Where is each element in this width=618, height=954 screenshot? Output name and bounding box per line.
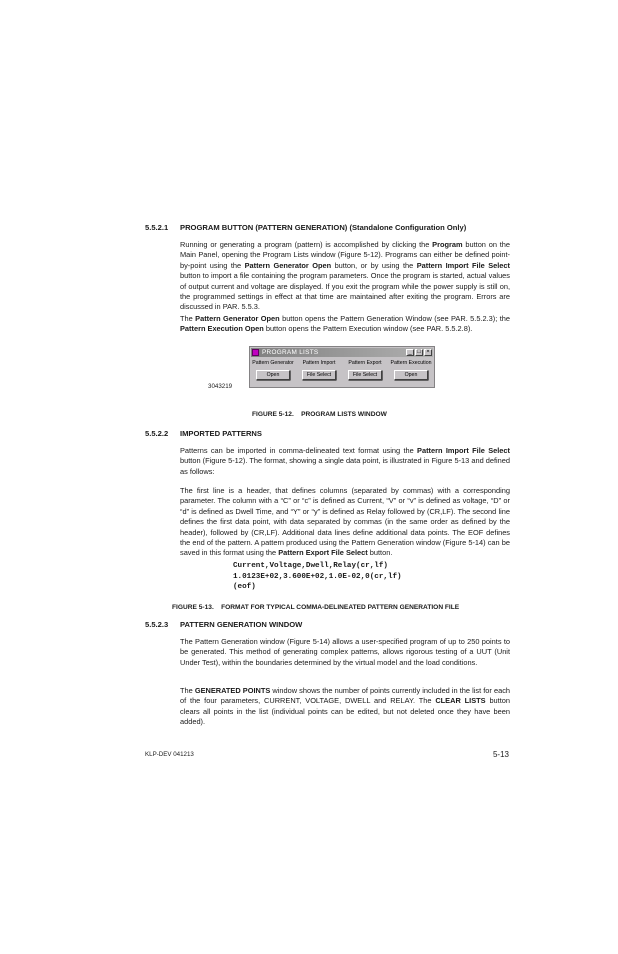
group-pattern-generator	[250, 360, 296, 380]
paragraph-5522-2	[180, 486, 510, 559]
figure-id-code: 3043219	[208, 383, 233, 390]
group-pattern-execution	[388, 360, 434, 380]
paragraph-5523-2	[180, 686, 510, 728]
text-run: button (Figure 5-12). The format, showing a single data point, is illustrated in Figure 5-13 and defined as follows:	[180, 456, 510, 476]
text-run: The	[180, 314, 196, 323]
figure-caption-5-13: FIGURE 5-13. FORMAT FOR TYPICAL COMMA-DELINEATED PATTERN GENERATION FILE	[172, 604, 460, 611]
code-line-3: (eof)	[233, 583, 256, 591]
section-number-5521: 5.5.2.1	[145, 223, 169, 232]
app-icon	[252, 349, 259, 356]
code-line-2: 1.0123E+02,3.600E+02,1.0E-02,0(cr,lf)	[233, 573, 402, 581]
group-pattern-export	[342, 360, 388, 380]
section-number-5523: 5.5.2.3	[145, 620, 169, 629]
program-lists-window	[249, 346, 435, 388]
window-title-bar[interactable]	[251, 348, 433, 357]
section-title-5521: PROGRAM BUTTON (PATTERN GENERATION) (Standalone Configuration Only)	[180, 223, 467, 232]
text-run: button clears all points in the list (individual points can be edited, but not deleted once they have been added).	[180, 696, 510, 727]
text-run: The first line is a header, that defines columns (separated by commas) with a corresponding parameter. The column with a “C” or “c” is defined as Current, “V” or “v” is defined as voltage, “D” or “d” is defined as Dwell Time, and “Y” or “y” is defined as Relay followed by (CR,LF). The second line defines the first data point, with data separated by commas (in the same order as defined by the header), followed by (CR,LF). Additional data lines define additional data points. The EOF defines the end of the pattern. A pattern produced using the Pattern Generation window (Figure 5-14) can be saved in this format using the	[180, 486, 510, 558]
bold-term: Pattern Export File Select	[278, 548, 368, 558]
group-label: Pattern Execution	[390, 360, 432, 366]
text-run: button opens the Pattern Generation Window (see PAR. 5.5.2.3); the	[279, 314, 510, 323]
pattern-execution-open-button[interactable]: Open	[394, 370, 428, 380]
bold-term: Pattern Import File Select	[416, 260, 510, 270]
paragraph-5523-1	[180, 637, 510, 668]
paragraph-5521-1	[180, 240, 510, 313]
group-label: Pattern Generator	[252, 360, 294, 366]
bold-term: Pattern Generator Open	[244, 260, 332, 270]
paragraph-5521-2	[180, 314, 510, 335]
window-title: PROGRAM LISTS	[262, 349, 319, 356]
bold-term: Program	[432, 240, 463, 249]
paragraph-5522-1	[180, 446, 510, 477]
figure-caption-5-12: FIGURE 5-12. PROGRAM LISTS WINDOW	[252, 411, 387, 418]
group-label: Pattern Import	[302, 360, 336, 366]
section-title-5523: PATTERN GENERATION WINDOW	[180, 620, 303, 629]
section-title-5522: IMPORTED PATTERNS	[180, 429, 262, 438]
text-run: window shows the number of points currently included in the list for each of the four parameters, CURRENT, VOLTAGE, DWELL and RELAY. The	[180, 686, 510, 706]
text-run: Patterns can be imported in comma-delineated text format using the	[180, 446, 418, 455]
text-run: button to import a file containing the program parameters. Once the program is started, actual values of output current and voltage are displayed. If you exit the program while the power supply is still on, the programmed settings in effect at that time are maintained after exiting the program. Errors are discussed in PAR. 5.5.3.	[180, 271, 510, 312]
pattern-export-file-select-button[interactable]: File Select	[348, 370, 382, 380]
text-run: button, or by using the	[331, 260, 417, 270]
text-run: Running or generating a program (pattern) is accomplished by clicking the	[180, 240, 433, 249]
text-run: button.	[367, 548, 393, 558]
text-run: button opens the Pattern Execution window (see PAR. 5.5.2.8).	[263, 324, 473, 334]
text-run: The	[180, 686, 195, 695]
bold-term: CLEAR LISTS	[435, 696, 486, 706]
text-run: button on the Main Panel, opening the Program Lists window (Figure 5-12). Programs can either be defined point-by-point using the	[180, 240, 511, 270]
pattern-import-file-select-button[interactable]: File Select	[302, 370, 336, 380]
group-label: Pattern Export	[348, 360, 382, 366]
text-run: The Pattern Generation window (Figure 5-14) allows a user-specified program of up to 250 points to be generated. This method of generating complex patterns, allows rigorous testing of a UUT (Unit Under Test), within the boundaries determined by the virtual model and the load conditions.	[180, 637, 510, 667]
code-line-1: Current,Voltage,Dwell,Relay(cr,lf)	[233, 562, 388, 570]
bold-term: Pattern Import File Select	[417, 446, 510, 455]
bold-term: GENERATED POINTS	[194, 686, 271, 695]
minimize-icon[interactable]: _	[406, 349, 414, 356]
group-pattern-import	[296, 360, 342, 380]
maximize-icon[interactable]: □	[415, 349, 423, 356]
page-number: 5-13	[492, 750, 509, 759]
close-icon[interactable]: ×	[424, 349, 432, 356]
bold-term: Pattern Generator Open	[195, 314, 280, 323]
section-number-5522: 5.5.2.2	[145, 429, 169, 438]
bold-term: Pattern Execution Open	[180, 324, 264, 334]
footer-doc-id: KLP-DEV 041213	[145, 751, 194, 758]
pattern-generator-open-button[interactable]: Open	[256, 370, 290, 380]
